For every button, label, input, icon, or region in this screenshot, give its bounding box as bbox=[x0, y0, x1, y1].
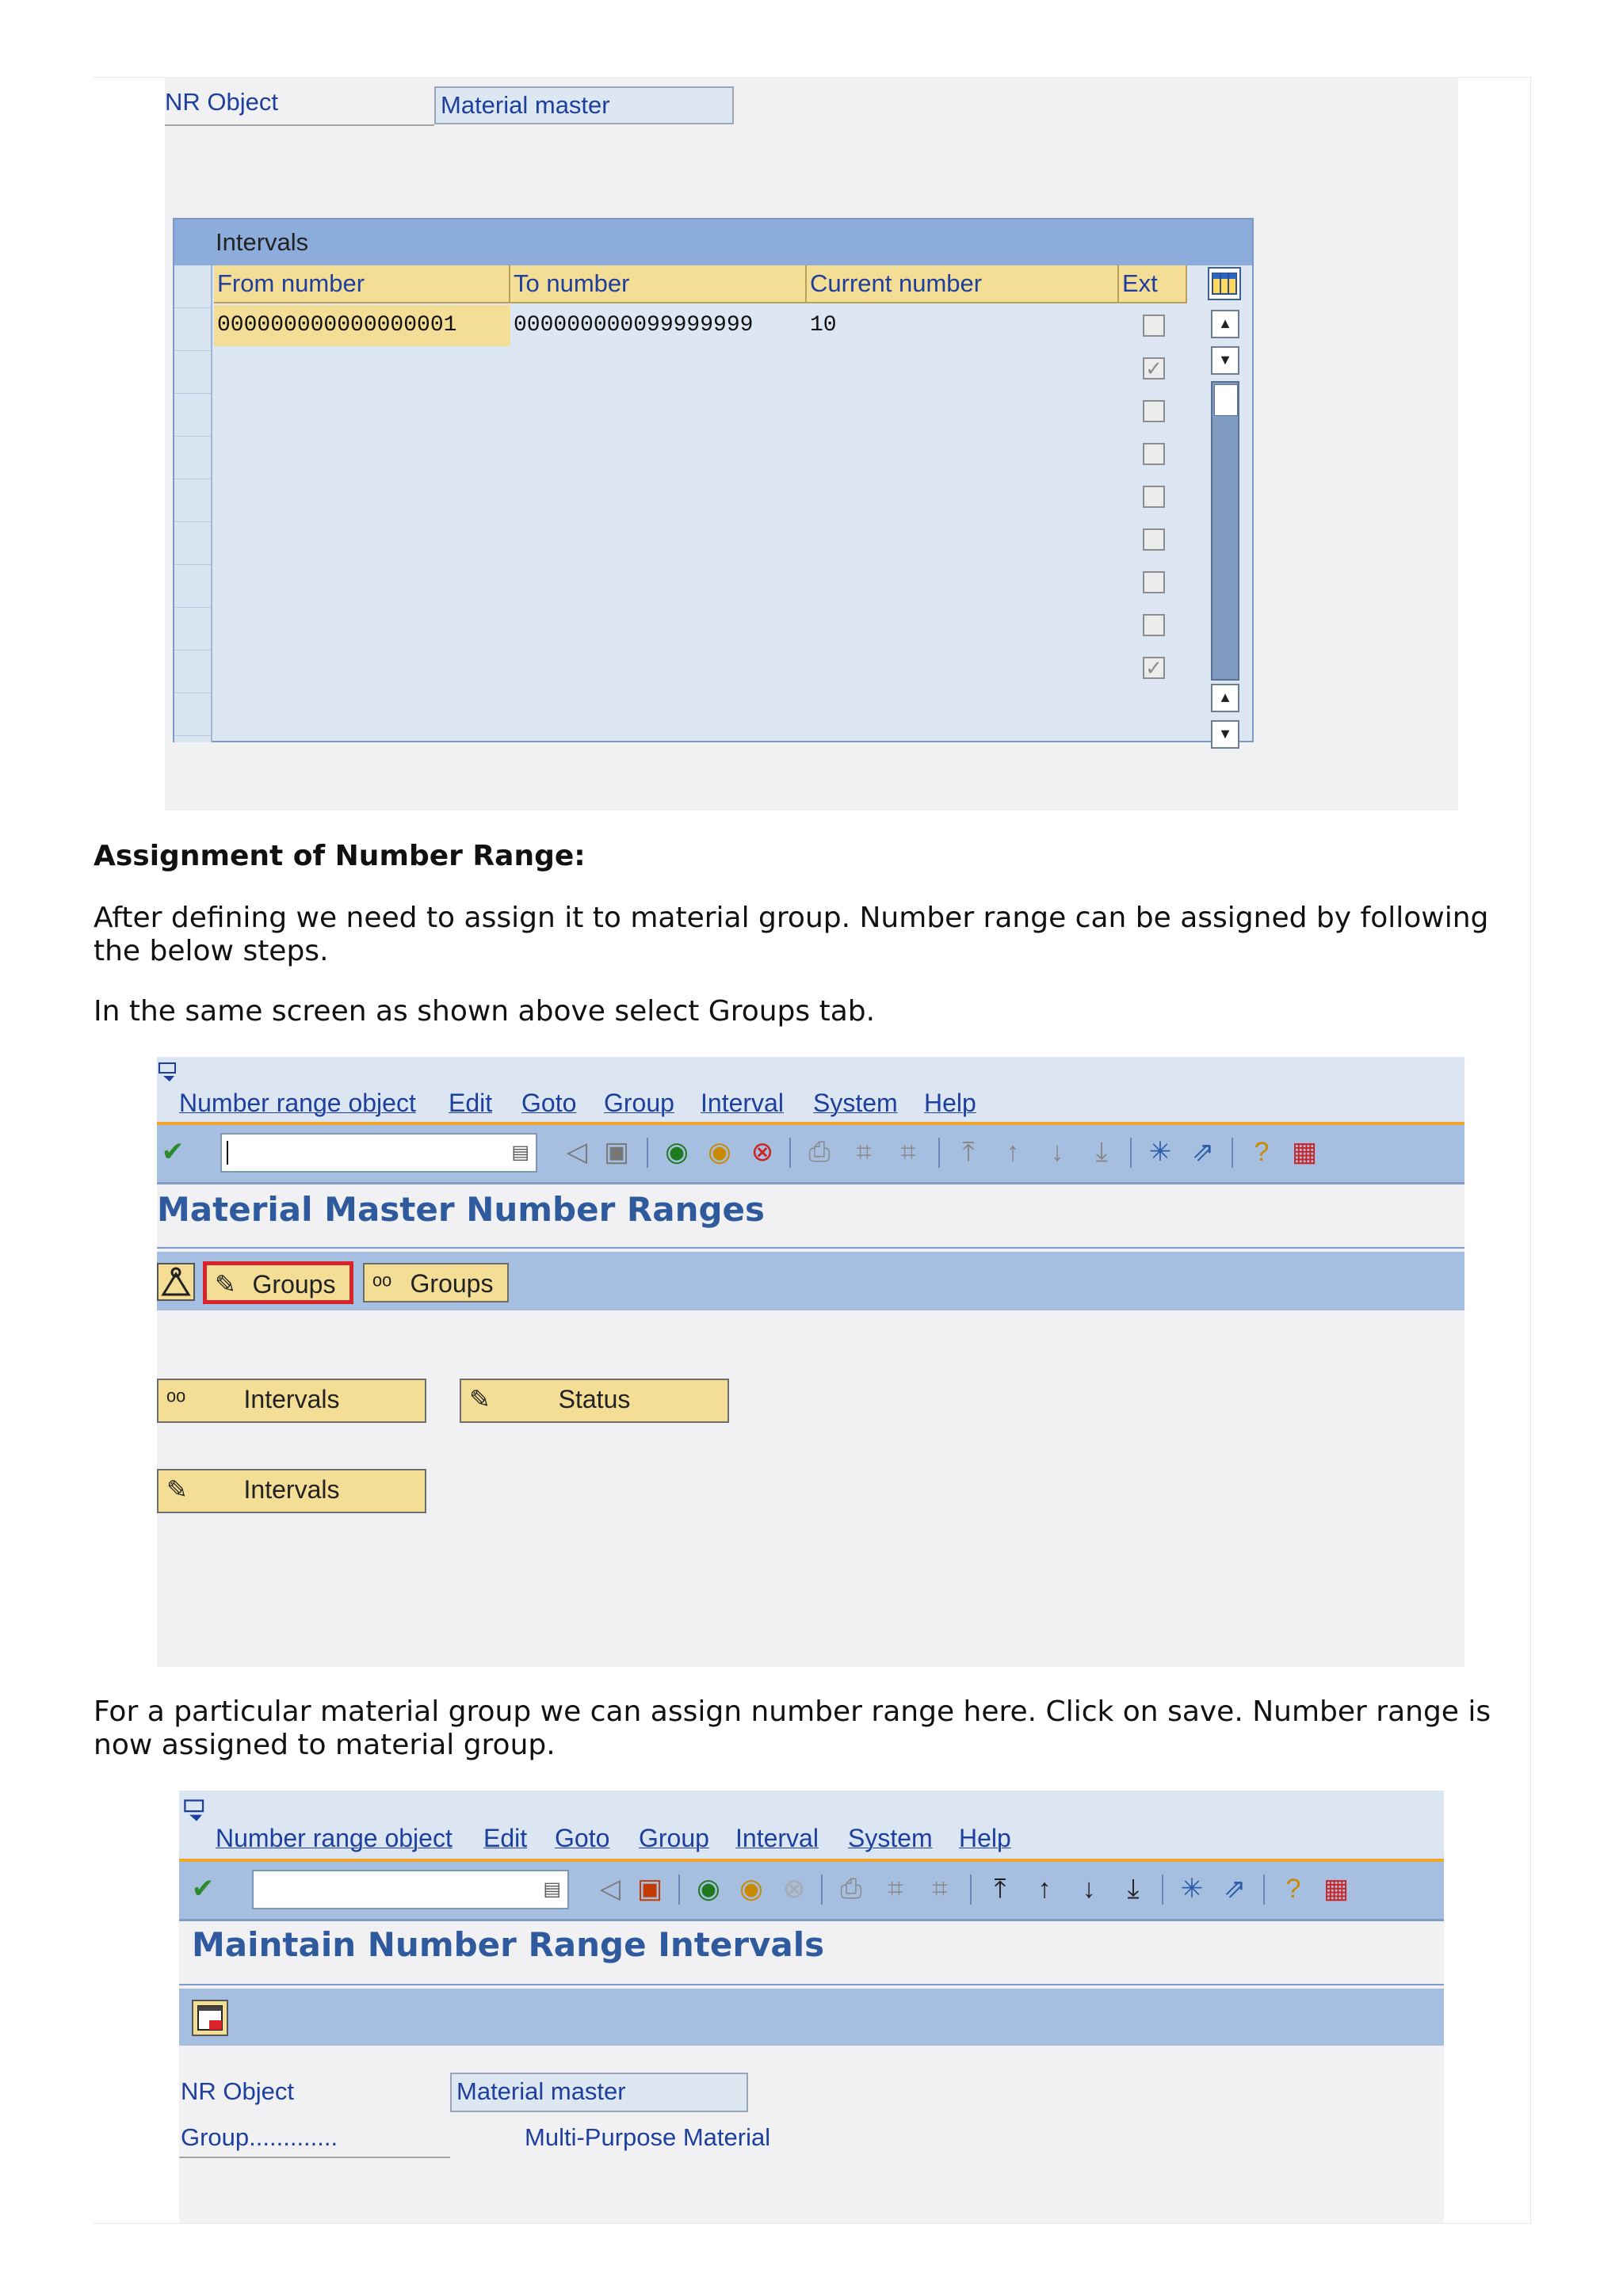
groups-change-button[interactable]: ✎ Groups bbox=[203, 1261, 353, 1304]
column-header-to[interactable]: To number bbox=[510, 265, 807, 303]
menu-number-range-object[interactable]: Number range object bbox=[216, 1824, 453, 1852]
scroll-top-button[interactable]: ▲ bbox=[1211, 310, 1239, 338]
application-toolbar bbox=[157, 1252, 1465, 1310]
first-page-icon[interactable]: ⤒ bbox=[962, 1137, 975, 1167]
glasses-icon: ᵒᵒ bbox=[166, 1385, 186, 1413]
paragraph: For a particular material group we can assign number range here. Click on save. Number range is now assigned to material group. bbox=[94, 1695, 1491, 1761]
find-next-icon[interactable]: ⌗ bbox=[932, 1874, 948, 1904]
page-frame-right bbox=[1530, 77, 1531, 2224]
next-page-icon[interactable]: ↓ bbox=[1082, 1874, 1096, 1904]
scroll-bottom-button[interactable]: ▼ bbox=[1211, 720, 1239, 749]
standard-toolbar bbox=[157, 1122, 1465, 1184]
menu-bar bbox=[157, 1057, 1465, 1122]
dropdown-icon[interactable]: ▤ bbox=[543, 1878, 561, 1900]
column-header-from[interactable]: From number bbox=[214, 265, 510, 303]
ext-checkbox[interactable] bbox=[1143, 443, 1165, 465]
intervals-display-button[interactable]: ᵒᵒ Intervals bbox=[157, 1379, 426, 1423]
pencil-icon: ✎ bbox=[469, 1385, 491, 1413]
groups-display-button[interactable]: ᵒᵒ Groups bbox=[363, 1263, 509, 1302]
standard-toolbar bbox=[179, 1859, 1444, 1921]
label-underline bbox=[165, 124, 434, 126]
page-title: Maintain Number Range Intervals bbox=[192, 1925, 825, 1964]
shortcut-icon[interactable]: ⇗ bbox=[1191, 1137, 1215, 1167]
window-menu-icon[interactable] bbox=[157, 1060, 181, 1084]
paragraph: In the same screen as shown above select Groups tab. bbox=[94, 995, 876, 1028]
column-header-current[interactable]: Current number bbox=[807, 265, 1119, 303]
back-arrow-icon[interactable]: ◁ bbox=[566, 1137, 588, 1167]
save-icon[interactable]: ▣ bbox=[636, 1874, 663, 1904]
ext-checkbox[interactable] bbox=[1143, 614, 1165, 636]
row-selector-column[interactable] bbox=[174, 265, 212, 742]
command-field[interactable] bbox=[252, 1870, 569, 1909]
menu-system[interactable]: System bbox=[813, 1089, 898, 1117]
scrollbar-track[interactable] bbox=[1211, 381, 1239, 681]
menu-help[interactable]: Help bbox=[959, 1824, 1011, 1852]
last-page-icon[interactable]: ⤓ bbox=[1095, 1137, 1108, 1167]
intervals-table bbox=[173, 218, 1254, 742]
ext-checkbox[interactable] bbox=[1143, 486, 1165, 508]
menu-edit[interactable]: Edit bbox=[449, 1089, 493, 1117]
application-toolbar bbox=[179, 1989, 1444, 2046]
table-settings-icon[interactable] bbox=[1208, 267, 1241, 300]
help-icon[interactable]: ? bbox=[1285, 1874, 1301, 1904]
scrollbar-thumb[interactable] bbox=[1214, 384, 1238, 416]
screenshot-intervals bbox=[165, 77, 1458, 810]
next-page-icon[interactable]: ↓ bbox=[1050, 1137, 1064, 1167]
paragraph: After defining we need to assign it to material group. Number range can be assigned by following the below steps. bbox=[94, 902, 1489, 967]
ext-checkbox[interactable] bbox=[1143, 357, 1165, 379]
back-icon[interactable]: ◉ bbox=[697, 1874, 720, 1904]
to-number-cell[interactable]: 000000000099999999 bbox=[514, 313, 754, 338]
find-icon[interactable]: ⌗ bbox=[856, 1137, 872, 1167]
pencil-icon: ✎ bbox=[166, 1475, 188, 1504]
ext-checkbox[interactable] bbox=[1143, 400, 1165, 422]
nr-object-label: NR Object bbox=[165, 88, 278, 116]
ext-checkbox[interactable] bbox=[1143, 657, 1165, 679]
previous-page-icon[interactable]: ↑ bbox=[1037, 1874, 1052, 1904]
new-session-icon[interactable]: ✳ bbox=[1180, 1874, 1204, 1904]
ext-checkbox[interactable] bbox=[1143, 528, 1165, 551]
menu-interval[interactable]: Interval bbox=[735, 1824, 819, 1852]
page-frame-bottom bbox=[94, 2223, 1531, 2224]
print-icon[interactable]: ⎙ bbox=[808, 1137, 831, 1167]
nr-object-field[interactable]: Material master bbox=[434, 86, 734, 124]
help-icon[interactable]: ? bbox=[1254, 1137, 1270, 1167]
scroll-down-button[interactable]: ▲ bbox=[1211, 684, 1239, 712]
menu-system[interactable]: System bbox=[848, 1824, 933, 1852]
label-underline bbox=[179, 2157, 450, 2158]
menu-number-range-object[interactable]: Number range object bbox=[179, 1089, 416, 1117]
back-arrow-icon[interactable]: ◁ bbox=[599, 1874, 621, 1904]
menu-group[interactable]: Group bbox=[604, 1089, 674, 1117]
nr-object-label: NR Object bbox=[181, 2077, 294, 2105]
group-label: Group............. bbox=[181, 2123, 338, 2151]
page-title: Material Master Number Ranges bbox=[157, 1190, 766, 1229]
screenshot-maintain-intervals bbox=[179, 1791, 1444, 2223]
menu-edit[interactable]: Edit bbox=[483, 1824, 528, 1852]
layout-menu-icon[interactable]: ▦ bbox=[1323, 1874, 1350, 1904]
print-icon[interactable]: ⎙ bbox=[840, 1874, 862, 1904]
from-number-cell[interactable]: 000000000000000001 bbox=[214, 305, 510, 346]
current-number-cell[interactable]: 10 bbox=[810, 313, 837, 338]
ext-checkbox[interactable] bbox=[1143, 571, 1165, 593]
enter-icon[interactable]: ✔ bbox=[191, 1874, 215, 1904]
dropdown-icon[interactable]: ▤ bbox=[511, 1142, 529, 1163]
last-page-icon[interactable]: ⤓ bbox=[1127, 1874, 1140, 1904]
check-icon: ✓ bbox=[1145, 357, 1163, 380]
back-icon[interactable]: ◉ bbox=[665, 1137, 689, 1167]
intervals-icon[interactable] bbox=[192, 2000, 228, 2036]
save-icon[interactable]: ▣ bbox=[603, 1137, 630, 1167]
group-value: Multi-Purpose Material bbox=[525, 2123, 771, 2151]
command-field[interactable] bbox=[220, 1133, 537, 1173]
nr-object-field[interactable]: Material master bbox=[450, 2073, 748, 2112]
exit-icon[interactable]: ◉ bbox=[708, 1137, 731, 1167]
table-title: Intervals bbox=[174, 219, 1252, 265]
new-session-icon[interactable]: ✳ bbox=[1148, 1137, 1172, 1167]
layout-menu-icon[interactable]: ▦ bbox=[1291, 1137, 1318, 1167]
screenshot-material-master-number-ranges bbox=[157, 1057, 1465, 1667]
find-icon[interactable]: ⌗ bbox=[888, 1874, 903, 1904]
menu-interval[interactable]: Interval bbox=[701, 1089, 784, 1117]
find-next-icon[interactable]: ⌗ bbox=[900, 1137, 916, 1167]
ext-checkbox[interactable] bbox=[1143, 315, 1165, 337]
menu-goto[interactable]: Goto bbox=[521, 1089, 577, 1117]
column-header-ext[interactable]: Ext bbox=[1119, 265, 1187, 303]
check-icon: ✓ bbox=[1145, 656, 1163, 680]
glasses-icon: ᵒᵒ bbox=[372, 1269, 392, 1298]
exit-icon[interactable]: ◉ bbox=[739, 1874, 763, 1904]
pencil-icon: ✎ bbox=[215, 1270, 236, 1299]
enter-icon[interactable]: ✔ bbox=[161, 1137, 185, 1167]
menu-help[interactable]: Help bbox=[924, 1089, 976, 1117]
section-heading: Assignment of Number Range: bbox=[94, 840, 586, 872]
cancel-icon[interactable]: ⊗ bbox=[750, 1137, 774, 1167]
menu-goto[interactable]: Goto bbox=[555, 1824, 610, 1852]
intervals-change-button[interactable]: ✎ Intervals bbox=[157, 1469, 426, 1513]
menu-bar bbox=[179, 1791, 1444, 1859]
first-page-icon[interactable]: ⤒ bbox=[994, 1874, 1006, 1904]
shortcut-icon[interactable]: ⇗ bbox=[1223, 1874, 1247, 1904]
menu-group[interactable]: Group bbox=[639, 1824, 709, 1852]
cancel-icon[interactable]: ⊗ bbox=[782, 1874, 806, 1904]
window-menu-icon[interactable] bbox=[182, 1797, 209, 1824]
status-button[interactable]: ✎ Status bbox=[460, 1379, 729, 1423]
overview-icon[interactable] bbox=[157, 1263, 195, 1301]
previous-page-icon[interactable]: ↑ bbox=[1006, 1137, 1020, 1167]
scroll-up-button[interactable]: ▼ bbox=[1211, 346, 1239, 375]
